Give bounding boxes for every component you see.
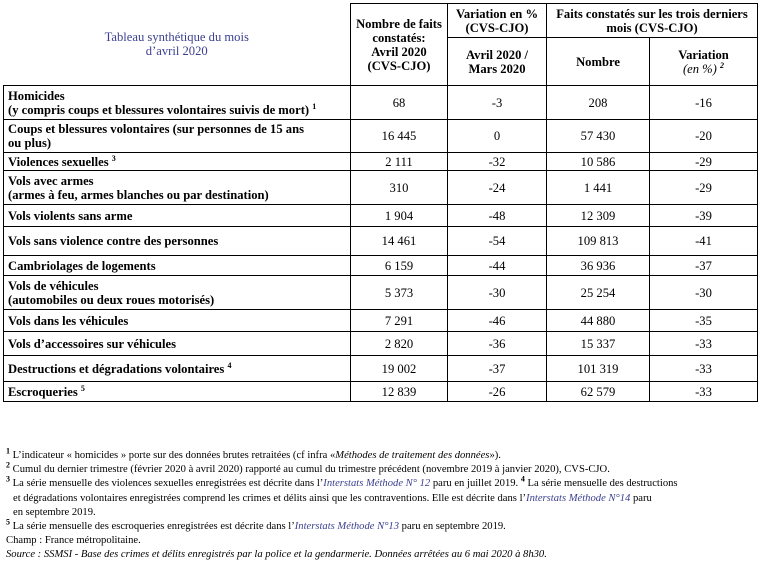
table-body [4,86,758,402]
row-label-detail: (y compris coups et blessures volontaires suivis de mort) [8,102,310,117]
cell-count: 68 [351,86,448,120]
cell-variation: 0 [448,120,547,153]
row-footnote-ref: 3 [111,153,116,163]
cell-nombre: 15 337 [547,332,650,356]
cell-variation: -26 [448,382,547,402]
row-label-main: Coups et blessures volontaires (sur personnes de 15 ans [8,122,304,136]
footnote-1 [6,446,756,463]
row-label [4,153,351,171]
cell-nombre: 57 430 [547,120,650,153]
row-label [4,276,351,310]
footnote-4-text-d: en septembre 2019. [13,506,96,518]
table-row [4,356,758,382]
cell-variation-three-months: -30 [650,276,758,310]
table-row [4,310,758,332]
cell-variation-three-months: -16 [650,86,758,120]
cell-nombre: 36 936 [547,256,650,276]
cell-variation-three-months: -41 [650,227,758,256]
cell-nombre: 25 254 [547,276,650,310]
footnote-4-continued [6,492,756,506]
cell-count: 16 445 [351,120,448,153]
footnote-1-num: 1 [6,446,10,456]
cell-variation-three-months: -29 [650,153,758,171]
footnote-5-text-a: La série mensuelle des escroqueries enregistrées est décrite dans l’ [12,521,295,533]
row-label-main: Vols sans violence contre des personnes [8,234,219,248]
cell-nombre: 1 441 [547,171,650,205]
cell-variation: -44 [448,256,547,276]
cell-variation-three-months: -37 [650,256,758,276]
cell-count: 1 904 [351,205,448,227]
row-label [4,205,351,227]
cell-variation-three-months: -33 [650,356,758,382]
cell-variation: -3 [448,86,547,120]
cell-count: 2 111 [351,153,448,171]
footnote-5 [6,517,756,534]
cell-nombre: 12 309 [547,205,650,227]
row-label [4,356,351,382]
summary-table [3,3,758,402]
footnote-3-reference: Interstats Méthode N° 12 [323,478,431,490]
cell-variation: -48 [448,205,547,227]
cell-variation: -54 [448,227,547,256]
footnote-3-text-a: La série mensuelle des violences sexuelles enregistrées est décrite dans l’ [12,478,324,490]
cell-nombre: 101 319 [547,356,650,382]
table-row [4,153,758,171]
cell-count: 12 839 [351,382,448,402]
cell-variation-three-months: -35 [650,310,758,332]
footnote-2-text: Cumul du dernier trimestre (février 2020 à avril 2020) rapporté au cumul du trimestre précédent (novembre 2019 à janvier 2020), CVS-CJO. [12,464,610,476]
row-label [4,120,351,153]
cell-nombre: 44 880 [547,310,650,332]
footnote-3-num: 3 [6,474,10,484]
cell-variation-three-months: -20 [650,120,758,153]
cell-nombre: 109 813 [547,227,650,256]
cell-count: 310 [351,171,448,205]
header-count-label: Nombre de faits constatés: [356,16,442,45]
footnote-1-emphasis: Méthodes de traitement des données [335,450,490,461]
row-footnote-ref: 1 [312,101,317,111]
cell-count: 2 820 [351,332,448,356]
cell-count: 7 291 [351,310,448,332]
cell-count: 14 461 [351,227,448,256]
row-label-main: Cambriolages de logements [8,258,156,273]
row-label [4,332,351,356]
row-label-main: Escroqueries [8,384,78,399]
cell-variation-three-months: -33 [650,332,758,356]
footnote-5-num: 5 [6,517,10,527]
row-label [4,310,351,332]
row-label-detail: (armes à feu, armes blanches ou par destination) [8,187,269,202]
cell-variation: -30 [448,276,547,310]
header-variation: Variation en % (CVS-CJO) [448,4,547,38]
table-row [4,227,758,256]
row-label [4,256,351,276]
cell-count: 6 159 [351,256,448,276]
cell-variation: -36 [448,332,547,356]
cell-variation: -46 [448,310,547,332]
table-row [4,332,758,356]
cell-count: 5 373 [351,276,448,310]
row-footnote-ref: 4 [227,360,232,370]
footnote-5-reference: Interstats Méthode N°13 [294,521,400,533]
row-label-detail: ou plus) [8,136,52,150]
header-nombre: Nombre [547,38,650,86]
header-three-months: Faits constatés sur les trois derniers mois (CVS-CJO) [547,4,758,38]
cell-count: 19 002 [351,356,448,382]
source-note: Source : SSMSI - Base des crimes et délits enregistrés par la police et la gendarmerie. Données arrêtées au 6 mai 2020 à 8h30. [6,549,547,561]
row-label-main: Violences sexuelles [8,154,109,169]
footnote-2-num: 2 [6,460,10,470]
table-row [4,276,758,310]
row-label-main: Vols avec armes [8,173,94,188]
footnote-1-text-b: »). [489,450,501,461]
row-label-main: Vols de véhicules [8,278,99,293]
cell-nombre: 10 586 [547,153,650,171]
table-row [4,256,758,276]
footnote-3-text-b: paru en juillet 2019. [430,478,519,490]
footnote-4-text-b: et dégradations volontaires enregistrées comprend les crimes et délits ainsi que les contraventions. Elle est décrite dans l’ [13,492,527,504]
footnote-2 [6,460,756,477]
footnote-4-num: 4 [520,474,525,484]
table-row [4,382,758,402]
row-label-main: Homicides [8,88,65,103]
table-row [4,171,758,205]
cell-nombre: 62 579 [547,382,650,402]
header-count [351,4,448,86]
table-title [4,4,351,86]
footnote-4-text-a: La série mensuelle des destructions [524,478,678,490]
footnote-3-4 [6,474,756,491]
title-line-2: d’avril 2020 [145,44,208,59]
header-variation3-label: Variation [678,47,729,62]
row-label [4,86,351,120]
row-label-main: Destructions et dégradations volontaires [8,361,225,376]
row-label-detail: (automobiles ou deux roues motorisés) [8,292,215,307]
footnote-4-reference: Interstats Méthode N°14 [526,492,631,504]
header-variation3-note: 2 [720,60,725,70]
row-label [4,227,351,256]
header-variation-period: Avril 2020 / Mars 2020 [448,38,547,86]
row-footnote-ref: 5 [80,383,85,393]
cell-variation-three-months: -29 [650,171,758,205]
cell-variation-three-months: -39 [650,205,758,227]
row-label [4,171,351,205]
cell-variation: -32 [448,153,547,171]
cell-variation: -37 [448,356,547,382]
header-variation3 [650,38,758,86]
title-line-1: Tableau synthétique du mois [104,30,249,45]
footnote-4-end [6,506,756,520]
footnotes [6,446,756,563]
table-row [4,86,758,120]
cell-variation-three-months: -33 [650,382,758,402]
row-label [4,382,351,402]
header-variation3-unit-text: (en %) [682,61,717,76]
row-label-main: Vols dans les véhicules [8,313,129,328]
footnote-4-text-c: paru [630,492,652,504]
header-count-period: Avril 2020 (CVS-CJO) [367,44,431,73]
row-label-main: Vols violents sans arme [8,208,133,223]
champ-note: Champ : France métropolitaine. [6,535,141,547]
header-variation3-unit [654,62,753,76]
footnote-5-text-b: paru en septembre 2019. [399,521,506,533]
row-label-main: Vols d’accessoires sur véhicules [8,336,177,351]
cell-nombre: 208 [547,86,650,120]
footnote-1-text-a: L’indicateur « homicides » porte sur des données brutes retraitées (cf infra « [12,450,336,461]
table-row [4,205,758,227]
table-row [4,120,758,153]
cell-variation: -24 [448,171,547,205]
